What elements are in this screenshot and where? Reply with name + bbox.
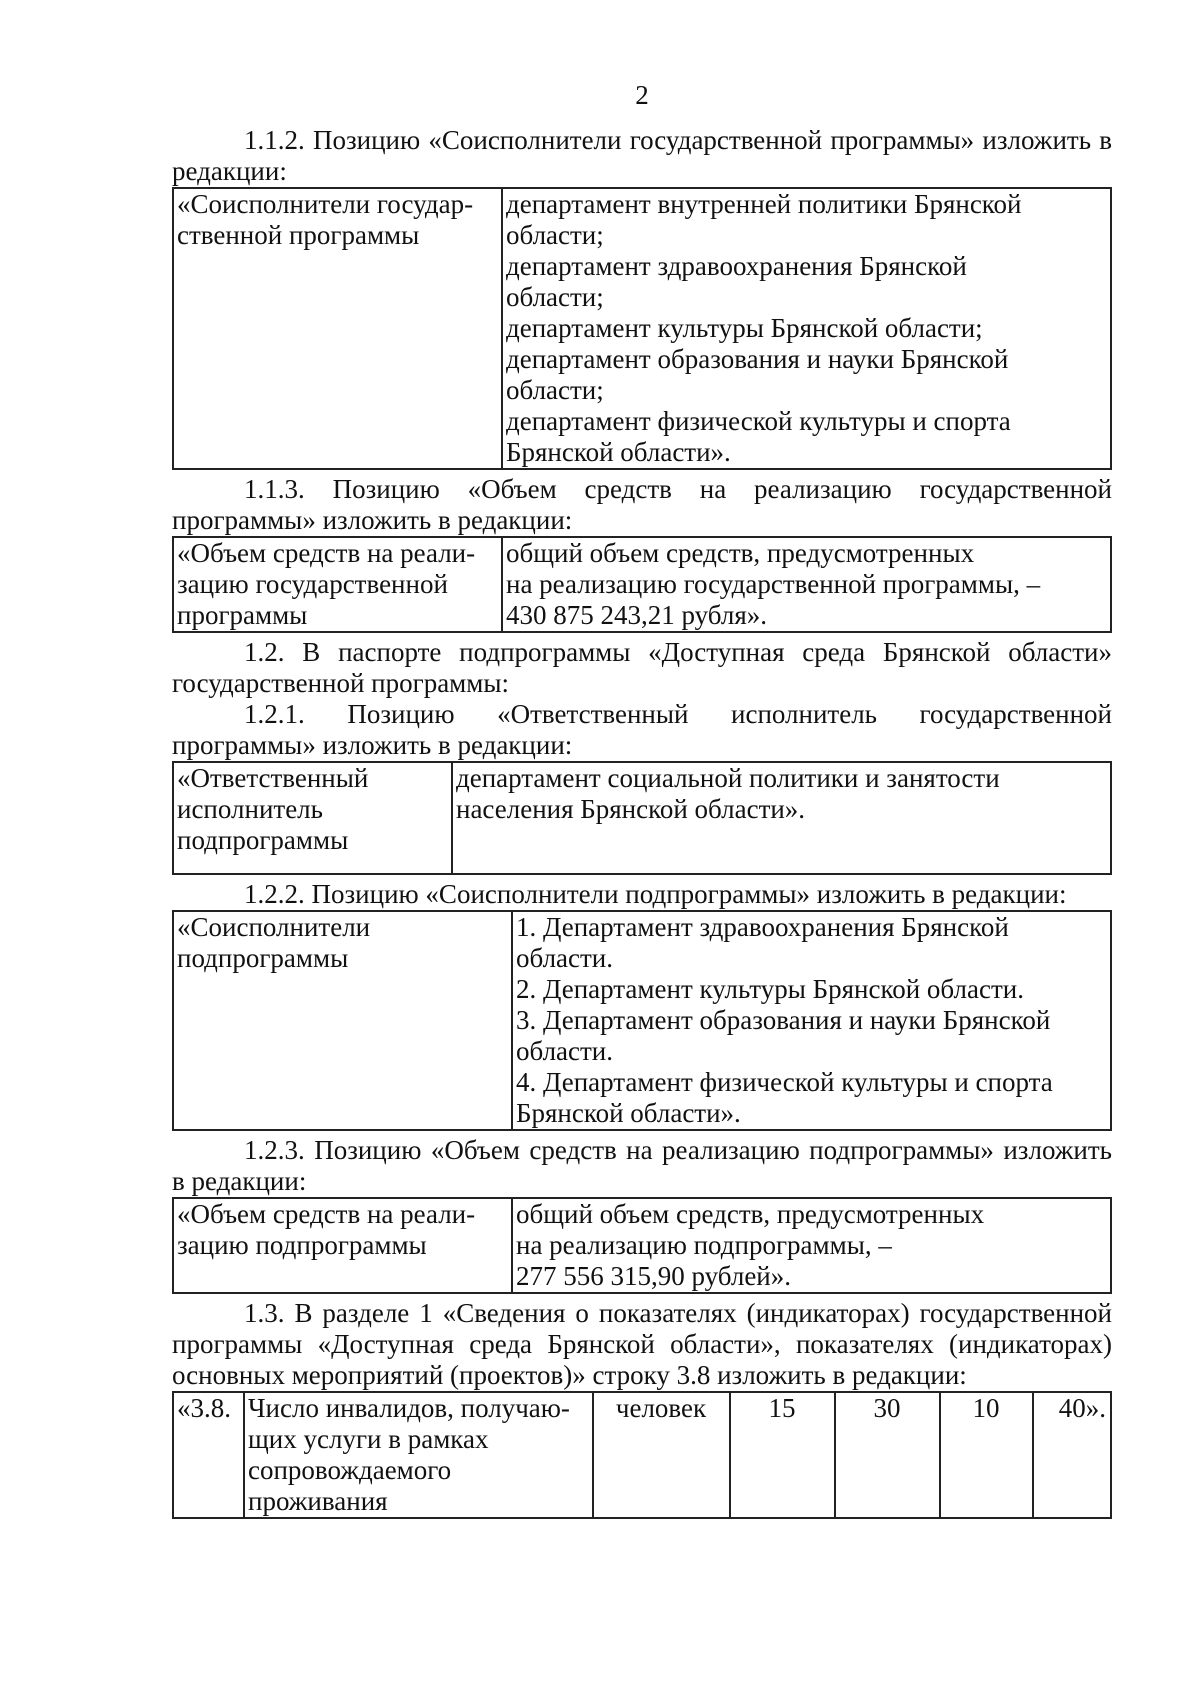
section-1-1-3-heading: 1.1.3. Позицию «Объем средств на реализацию государственной программы» изложить в редакции: [172, 474, 1112, 535]
value-line: департамент образования и науки Брянской [506, 344, 1009, 374]
value-line: области; [506, 220, 604, 250]
value-line: области. [516, 943, 614, 973]
value-line: населения Брянской области». [456, 794, 806, 824]
label-line: «Объем средств на реали- [177, 1199, 476, 1229]
value-line: департамент здравоохранения Брянской [506, 251, 967, 281]
value-line: 430 875 243,21 рубля». [506, 600, 767, 630]
page-number: 2 [635, 80, 649, 110]
label-line: подпрограммы [177, 943, 349, 973]
value-line: Брянской области». [506, 437, 731, 467]
unit-cell: человек [593, 1392, 730, 1518]
value-line: департамент внутренней политики Брянской [506, 189, 1022, 219]
section-1-2-1-table [172, 761, 1112, 875]
value-line: области; [506, 282, 604, 312]
indicator-name-line: щих услуги в рамках [248, 1424, 489, 1454]
section-1-2-heading: 1.2. В паспорте подпрограммы «Доступная среда Брянской области» государственной программы: [172, 637, 1112, 698]
value-cell-2: 30 [835, 1392, 940, 1518]
table-row [173, 537, 1111, 632]
row-number-cell: «3.8. [173, 1392, 244, 1518]
value-cell-1: 15 [730, 1392, 835, 1518]
value-cell [502, 188, 1111, 469]
value-line: 277 556 315,90 рублей». [516, 1261, 792, 1291]
label-cell [173, 911, 512, 1130]
indicator-name-line: проживания [248, 1486, 388, 1516]
value-line: 2. Департамент культуры Брянской области. [516, 974, 1024, 1004]
value-cell-3: 10 [940, 1392, 1033, 1518]
label-line: зацию подпрограммы [177, 1230, 427, 1260]
table-row [173, 188, 1111, 469]
value-line: области. [516, 1036, 614, 1066]
section-1-2-1-heading: 1.2.1. Позицию «Ответственный исполнитель государственной программы» изложить в редакции: [172, 699, 1112, 760]
value-line: департамент социальной политики и занятости [456, 763, 1000, 793]
indicator-name-line: сопровождаемого [248, 1455, 452, 1485]
value-cell [512, 911, 1111, 1130]
value-line: на реализацию государственной программы, – [506, 569, 1041, 599]
value-cell [452, 762, 1111, 874]
label-line: «Соисполнители [177, 912, 371, 942]
label-line: зацию государственной [177, 569, 448, 599]
value-line: общий объем средств, предусмотренных [516, 1199, 985, 1229]
label-line: подпрограммы [177, 825, 349, 855]
value-cell [512, 1198, 1111, 1293]
section-1-2-3-heading: 1.2.3. Позицию «Объем средств на реализацию подпрограммы» изложить в редакции: [172, 1135, 1112, 1196]
value-line: 4. Департамент физической культуры и спорта [516, 1067, 1053, 1097]
label-cell [173, 188, 502, 469]
value-line: департамент физической культуры и спорта [506, 406, 1011, 436]
value-line: 1. Департамент здравоохранения Брянской [516, 912, 1009, 942]
value-line: на реализацию подпрограммы, – [516, 1230, 892, 1260]
section-1-2-3-table [172, 1197, 1112, 1294]
table-row [173, 911, 1111, 1130]
label-cell [173, 762, 452, 874]
section-1-3-heading: 1.3. В разделе 1 «Сведения о показателях (индикаторах) государственной программы «Доступная среда Брянской области», показателях (индикаторах) основных мероприятий (проектов)» строку 3.8 изложить в редакции: [172, 1298, 1112, 1390]
value-line: 3. Департамент образования и науки Брянской [516, 1005, 1051, 1035]
label-line: «Соисполнители государ- [177, 189, 474, 219]
label-cell [173, 1198, 512, 1293]
label-line: исполнитель [177, 794, 323, 824]
section-1-1-2-table [172, 187, 1112, 470]
label-line: ственной программы [177, 220, 420, 250]
indicator-name-cell [244, 1392, 593, 1518]
label-line: «Ответственный [177, 763, 369, 793]
value-cell-4: 40». [1033, 1392, 1111, 1518]
section-1-2-2-table [172, 910, 1112, 1131]
value-cell [502, 537, 1111, 632]
table-row [173, 1392, 1111, 1518]
value-line: департамент культуры Брянской области; [506, 313, 983, 343]
section-1-1-2-heading: 1.1.2. Позицию «Соисполнители государственной программы» изложить в редакции: [172, 125, 1112, 186]
table-row [173, 1198, 1111, 1293]
label-cell [173, 537, 502, 632]
indicator-table [172, 1391, 1112, 1519]
value-line: общий объем средств, предусмотренных [506, 538, 975, 568]
indicator-name-line: Число инвалидов, получаю- [248, 1393, 570, 1423]
label-line: «Объем средств на реали- [177, 538, 476, 568]
section-1-2-2-heading: 1.2.2. Позицию «Соисполнители подпрограммы» изложить в редакции: [244, 879, 1067, 909]
document-page [172, 80, 1112, 1523]
label-line: программы [177, 600, 308, 630]
table-row [173, 762, 1111, 874]
value-line: области; [506, 375, 604, 405]
value-line: Брянской области». [516, 1098, 741, 1128]
section-1-1-3-table [172, 536, 1112, 633]
